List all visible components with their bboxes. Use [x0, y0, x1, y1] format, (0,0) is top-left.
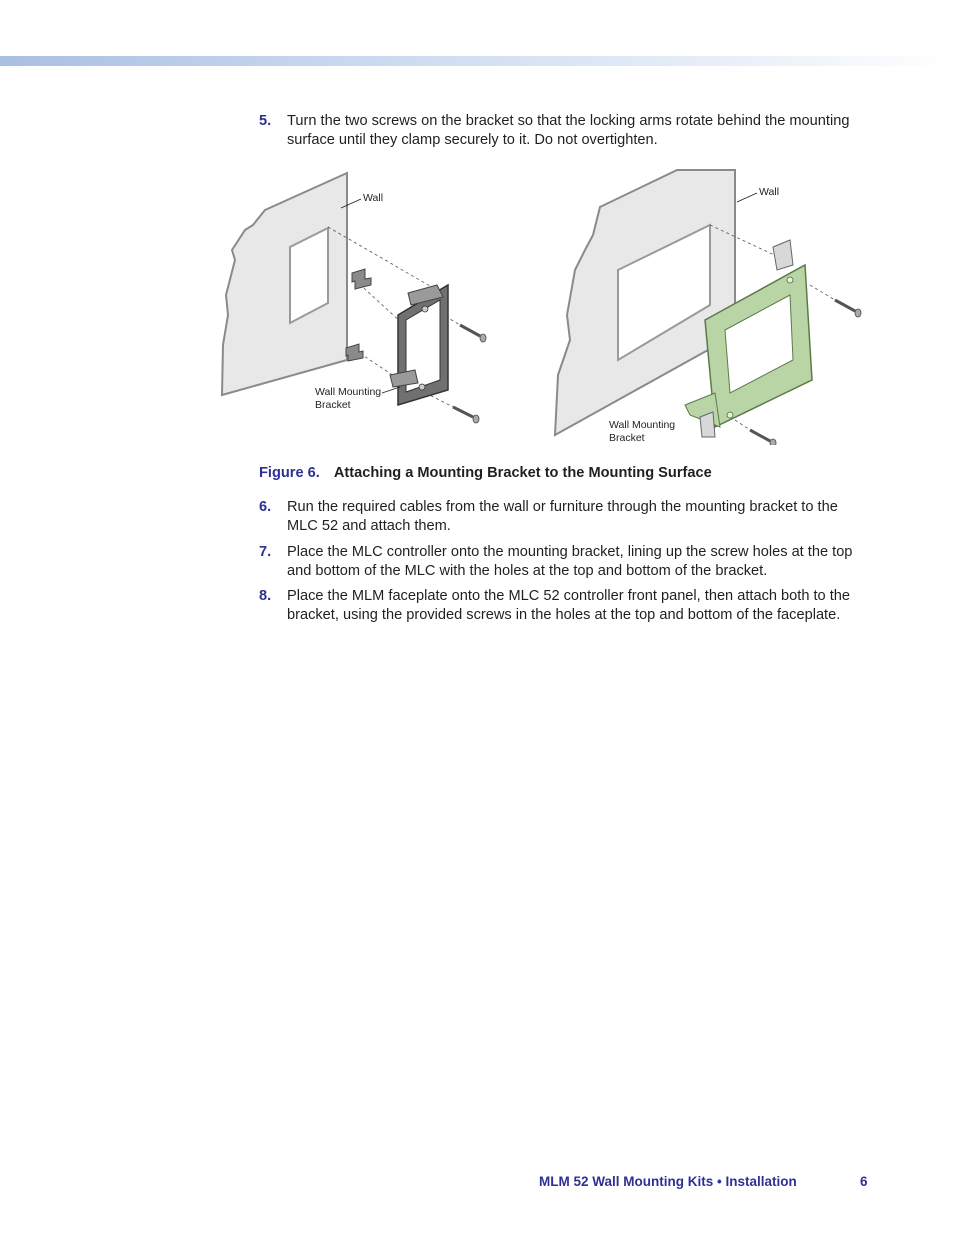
left-locking-arm-top	[352, 269, 371, 289]
left-screw-bottom	[453, 407, 479, 423]
step-text: Run the required cables from the wall or furniture through the mounting bracket to the MLC 52 and attach them.	[287, 499, 838, 534]
right-bracket-label-line2: Bracket	[609, 432, 645, 444]
mounting-diagram	[215, 165, 875, 445]
figure-caption	[259, 464, 712, 483]
footer-title: MLM 52 Wall Mounting Kits • Installation	[539, 1174, 797, 1189]
step-8	[259, 587, 859, 625]
left-locking-arm-bottom	[346, 344, 363, 361]
page-number: 6	[860, 1174, 868, 1189]
step-number: 7.	[259, 544, 272, 560]
left-wall-label: Wall	[363, 192, 384, 204]
step-6	[259, 498, 859, 536]
figure-6-illustration	[215, 165, 875, 445]
left-bracket-label-line2: Bracket	[315, 399, 351, 411]
step-text: Turn the two screws on the bracket so that the locking arms rotate behind the mounting surface until they clamp securely to it. Do not overtighten.	[287, 113, 850, 148]
right-screw-top	[835, 300, 861, 317]
step-number: 8.	[259, 588, 272, 604]
step-text: Place the MLC controller onto the mounting bracket, lining up the screw holes at the top and bottom of the MLC with the holes at the top and bottom of the bracket.	[287, 544, 853, 579]
step-number: 6.	[259, 499, 272, 515]
right-screw-bottom	[750, 430, 776, 445]
step-5	[259, 112, 859, 150]
left-screw-top	[460, 325, 486, 342]
figure-title: Attaching a Mounting Bracket to the Mounting Surface	[333, 465, 712, 481]
right-wall-label: Wall	[759, 186, 780, 198]
right-bracket-label-line1: Wall Mounting	[609, 419, 676, 431]
step-7	[259, 543, 859, 581]
step-text: Place the MLM faceplate onto the MLC 52 controller front panel, then attach both to the bracket, using the provided screws in the holes at the top and bottom of the faceplate.	[287, 588, 851, 623]
figure-label: Figure 6.	[259, 465, 320, 481]
header-band	[0, 56, 954, 66]
step-number: 5.	[259, 113, 272, 129]
left-bracket-label-line1: Wall Mounting	[315, 386, 382, 398]
